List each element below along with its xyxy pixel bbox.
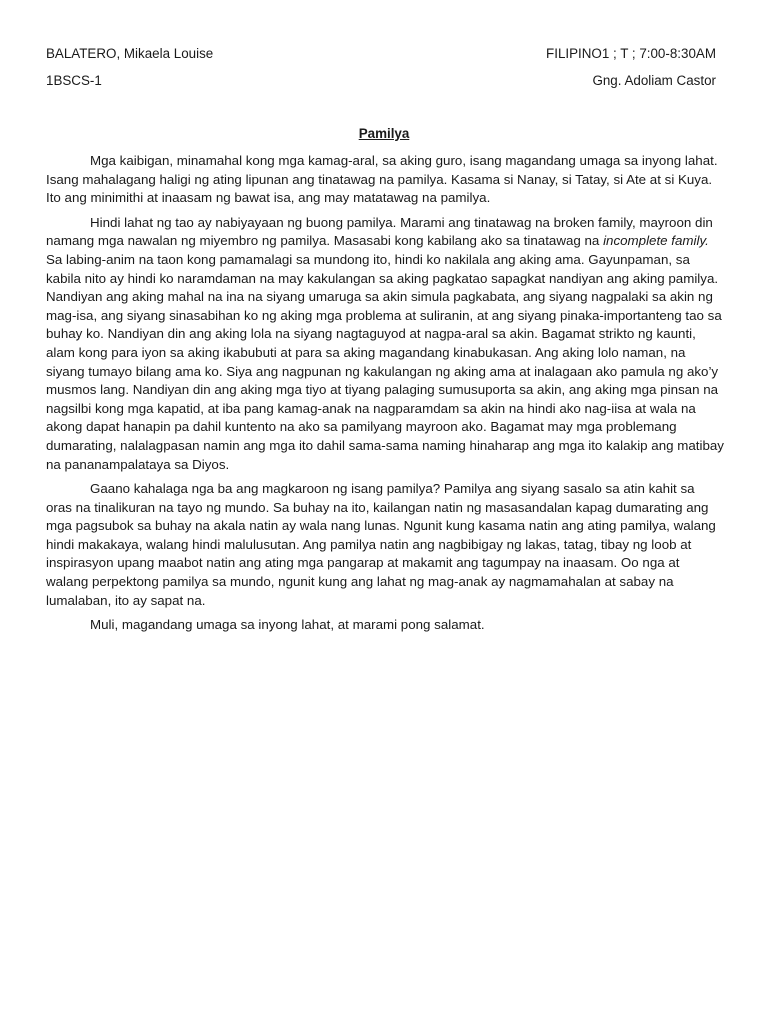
teacher-name: Gng. Adoliam Castor [592,73,716,88]
paragraph-2-part-a: Hindi lahat ng tao ay nabiyayaan ng buong pamilya. Marami ang tinatawag na broken family, mayroon din namang mga nawalan ng miyembro ng pamilya. Masasabi kong kabilang ako sa tinatawag na [46,214,713,249]
course-schedule: FILIPINO1 ; T ; 7:00-8:30AM [546,46,716,61]
paragraph-2 [46,214,724,474]
paragraph-1: Mga kaibigan, minamahal kong mga kamag-aral, sa aking guro, isang magandang umaga sa inyong lahat. Isang mahalagang haligi ng ating lipunan ang tinatawag na pamilya. Kasama si Nanay, si Tatay, si Ate at si Kuya. Ito ang minimithi at inaasam ng bawat isa, ang may matatawag na pamilya. [46,153,718,206]
student-section: 1BSCS-1 [46,73,102,88]
paragraph-4: Muli, magandang umaga sa inyong lahat, at marami pong salamat. [90,617,485,633]
document-title: Pamilya [358,126,410,141]
paragraph-3: Gaano kahalaga nga ba ang magkaroon ng isang pamilya? Pamilya ang siyang sasalo sa atin kahit sa oras na tinalikuran na tayo ng mundo. Sa buhay na ito, kailangan natin ng masasandalan kapag dumarating ang mga pagsubok sa buhay na akala natin ay wala nang lunas. Ngunit kung kasama natin ang ating pamilya, walang hindi makakaya, walang hindi malulusutan. Ang pamilya natin ang nagbibigay ng lakas, tatag, tibay ng loob at inspirasyon upang maabot natin ang ating mga pangarap at makamit ang tagumpay na inaasam. Oo nga at walang perpektong pamilya sa mundo, ngunit kung ang lahat ng mag-anak ay nagmamahalan at sabay na lumalaban, ito ay sapat na. [46,481,716,608]
paragraph-2-emphasis: incomplete family. [603,233,709,249]
student-name: BALATERO, Mikaela Louise [46,46,214,61]
paragraph-2-part-b: Sa labing-anim na taon kong pamamalagi sa mundong ito, hindi ko nakilala ang aking ama. Gayunpaman, sa kabila nito ay hindi ko naramdaman na may kakulangan sa aking pagkatao sapagkat nandiyan ang aking pamilya. Nandiyan ang aking mahal na ina na siyang umaruga sa akin simula pagkabata, ang siyang nagpalaki sa akin ng mag-isa, ang siyang sinasabihan ko ng aking mga problema at suliranin, at ang siyang pinaka-importanteng tao sa buhay ko. Nandiyan din ang aking lola na siyang nagtaguyod at nagpa-aral sa akin. Bagamat strikto ng kaunti, alam kong para iyon sa aking ikabubuti at para sa aking magandang kinabukasan. Ang aking lolo naman, na siyang tumayo bilang ama ko. Siya ang nagpunan ng kakulangan ng aking ama at inalagaan ako pamula ng ako’y musmos lang. Nandiyan din ang aking mga tiyo at tiyang palaging sumusuporta sa akin, ang aking mga pinsan na nagsilbi kong mga kapatid, at iba pang kamag-anak na nagparamdam sa akin na hindi ako nag-iisa at wala na akong dapat hanapin pa dahil kuntento na ako sa pamilyang mayroon ako. Bagamat may mga problemang dumarating, nalalagpasan namin ang mga ito dahil sama-sama naming hinaharap ang mga ito kalakip ang matibay na pananampalataya sa Diyos. [46,251,724,472]
document-body [46,152,724,641]
